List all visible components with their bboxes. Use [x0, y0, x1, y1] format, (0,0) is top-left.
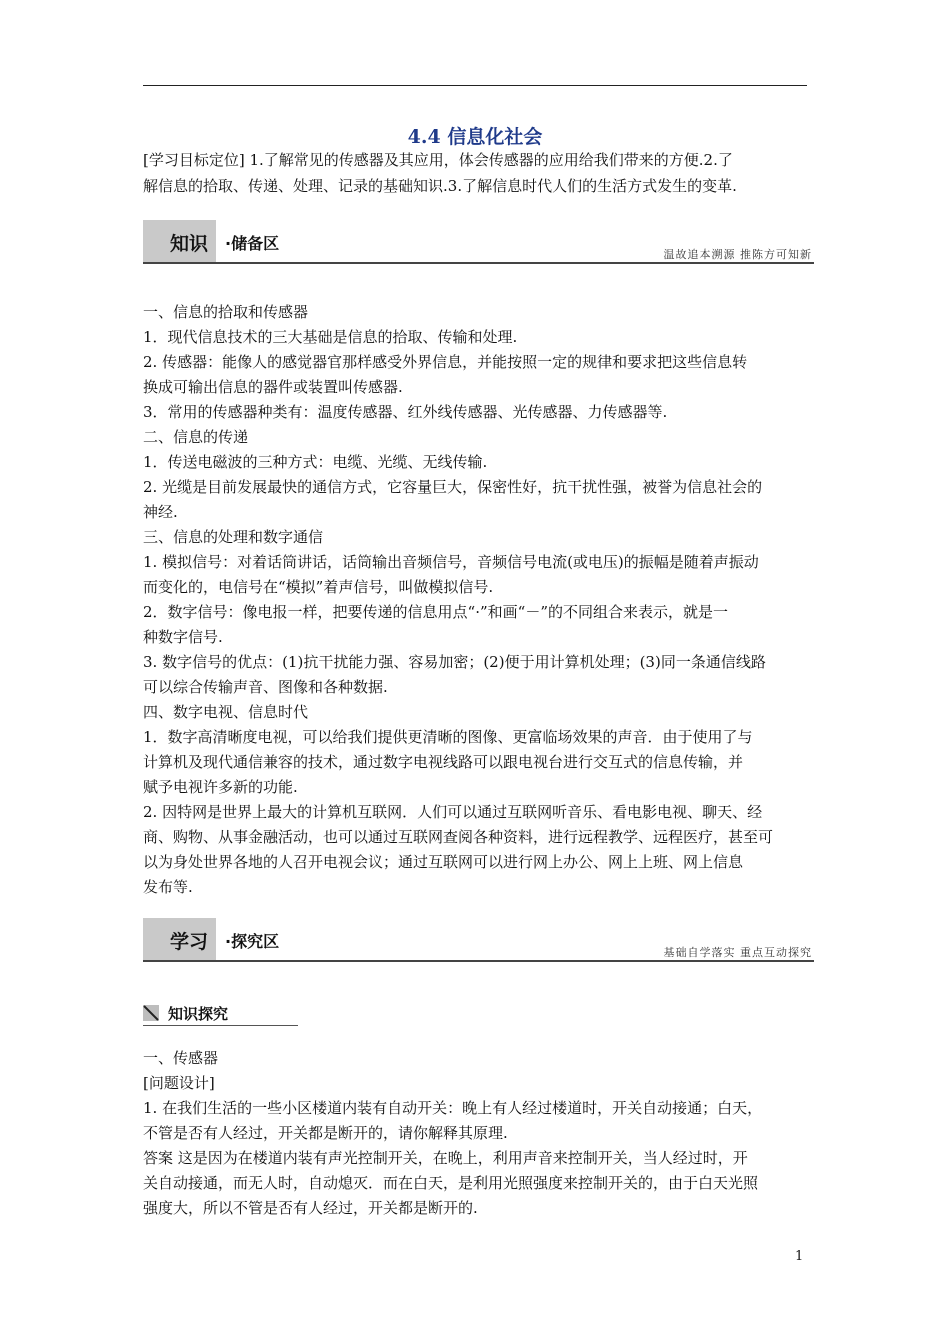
- body-line: 3. 数字信号的优点：(1)抗干扰能力强、容易加密；(2)便于用计算机处理；(3)同一条通信线路: [143, 653, 766, 671]
- body-line: 一、传感器: [143, 1049, 219, 1067]
- body-line: 发布等.: [143, 878, 193, 896]
- body-line: 四、数字电视、信息时代: [143, 703, 309, 721]
- subheading-label: 知识探究: [168, 1005, 229, 1023]
- body-line: 赋予电视许多新的功能.: [143, 778, 298, 796]
- body-line: 答案 这是因为在楼道内装有声光控制开关，在晚上，利用声音来控制开关，当人经过时，开: [143, 1149, 748, 1167]
- body-line: 强度大，所以不管是否有人经过，开关都是断开的.: [143, 1199, 478, 1217]
- body-line: 种数字信号.: [143, 628, 223, 646]
- section-motto: 基础自学落实 重点互动探究: [663, 946, 812, 959]
- body-line: 1．现代信息技术的三大基础是信息的拾取、传输和处理.: [143, 328, 518, 346]
- body-line: 换成可输出信息的器件或装置叫传感器.: [143, 378, 403, 396]
- body-line: 3．常用的传感器种类有：温度传感器、红外线传感器、光传感器、力传感器等.: [143, 403, 668, 421]
- body-line: 计算机及现代通信兼容的技术，通过数字电视线路可以跟电视台进行交互式的信息传输，并: [143, 753, 744, 771]
- section-rule: [143, 262, 814, 264]
- section-tab-label: 知识: [170, 233, 209, 255]
- body-line: 三、信息的处理和数字通信: [143, 528, 324, 546]
- section-rule: [143, 960, 814, 962]
- body-line: 2. 光缆是目前发展最快的通信方式，它容量巨大，保密性好，抗干扰性强，被誉为信息社会的: [143, 478, 763, 496]
- section-tab-label: 学习: [170, 931, 209, 953]
- section-band-knowledge: [143, 220, 814, 266]
- section-motto: 温故追本溯源 推陈方可知新: [663, 248, 812, 261]
- body-line: 二、信息的传递: [143, 428, 249, 446]
- page-title: 4.4 信息化社会: [407, 126, 543, 148]
- body-line: [问题设计]: [143, 1074, 215, 1092]
- objectives-line-2: 解信息的拾取、传递、处理、记录的基础知识.3.了解信息时代人们的生活方式发生的变革.: [143, 177, 737, 195]
- body-line: 神经.: [143, 503, 178, 521]
- body-line: 而变化的，电信号在“模拟”着声信号，叫做模拟信号.: [143, 578, 494, 596]
- objectives-line-1: [学习目标定位] 1.了解常见的传感器及其应用，体会传感器的应用给我们带来的方便.2.了: [143, 151, 733, 169]
- body-line: 1．数字高清晰度电视，可以给我们提供更清晰的图像、更富临场效果的声音．由于使用了与: [143, 728, 753, 746]
- subheading-knowledge-inquiry: [143, 1001, 303, 1027]
- body-line: 关自动接通，而无人时，自动熄灭．而在白天，是利用光照强度来控制开关的，由于白天光照: [143, 1174, 759, 1192]
- body-line: 可以综合传输声音、图像和各种数据.: [143, 678, 388, 696]
- section-band-study: [143, 918, 814, 964]
- body-line: 一、信息的拾取和传感器: [143, 303, 309, 321]
- section-sub-label: ·探究区: [225, 932, 280, 951]
- body-line: 2. 因特网是世界上最大的计算机互联网．人们可以通过互联网听音乐、看电影电视、聊天、经: [143, 803, 763, 821]
- section-sub-label: ·储备区: [225, 234, 280, 253]
- page-number: 1: [795, 1249, 804, 1264]
- body-line: 1. 在我们生活的一些小区楼道内装有自动开关：晚上有人经过楼道时，开关自动接通；白天，: [143, 1099, 763, 1117]
- body-line: 2. 传感器：能像人的感觉器官那样感受外界信息，并能按照一定的规律和要求把这些信息转: [143, 353, 748, 371]
- header-rule: [143, 85, 807, 86]
- body-line: 1. 模拟信号：对着话筒讲话，话筒输出音频信号，音频信号电流(或电压)的振幅是随着声振动: [143, 553, 759, 571]
- body-line: 商、购物、从事金融活动，也可以通过互联网查阅各种资料，进行远程教学、远程医疗，甚至可: [143, 828, 774, 846]
- body-line: 以为身处世界各地的人召开电视会议；通过互联网可以进行网上办公、网上上班、网上信息: [143, 853, 744, 871]
- body-line: 不管是否有人经过，开关都是断开的，请你解释其原理.: [143, 1124, 508, 1142]
- subheading-rule: [143, 1025, 298, 1026]
- body-line: 1．传送电磁波的三种方式：电缆、光缆、无线传输.: [143, 453, 488, 471]
- body-line: 2．数字信号：像电报一样，把要传递的信息用点“·”和画“－”的不同组合来表示，就是一: [143, 603, 728, 621]
- diagonal-mark-icon: [143, 1005, 159, 1021]
